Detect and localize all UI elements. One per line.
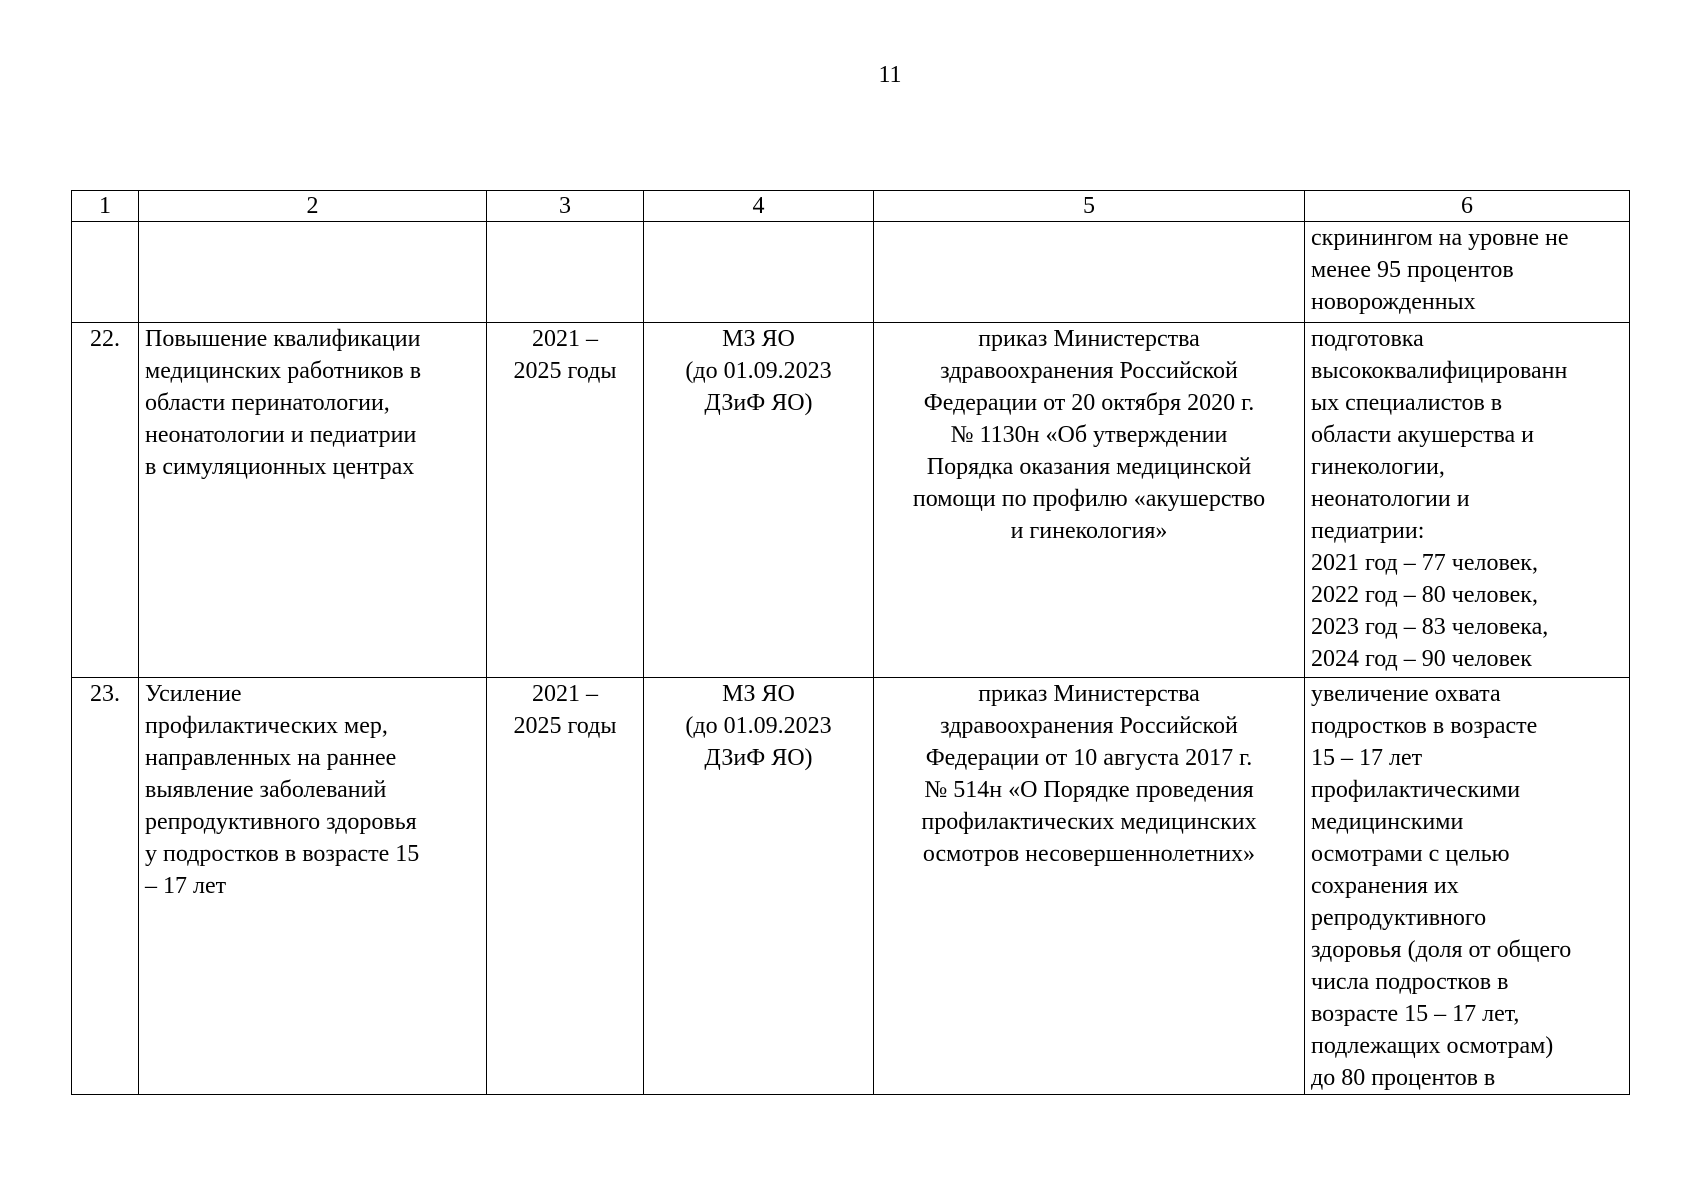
term-line: 2025 годы [513, 358, 617, 384]
result-line: репродуктивного [1311, 905, 1487, 931]
cell-executor [644, 222, 874, 323]
cell-result [1305, 678, 1630, 1095]
basis-line: и гинекология» [1010, 518, 1168, 544]
result-line: неонатологии и [1311, 486, 1470, 512]
result-line: до 80 процентов в [1311, 1065, 1496, 1091]
result-line: числа подростков в [1311, 969, 1509, 995]
basis-line: осмотров несовершеннолетних» [922, 841, 1256, 867]
result-line: гинекологии, [1311, 454, 1445, 480]
result-line: скринингом на уровне не [1311, 225, 1569, 251]
cell-measure-name [139, 323, 487, 678]
cell-number: 22. [72, 323, 139, 678]
column-header-2: 2 [139, 191, 487, 222]
measures-table [71, 190, 1630, 1095]
cell-number [72, 222, 139, 323]
result-line: медицинскими [1311, 809, 1464, 835]
executor-line: ДЗиФ ЯО) [704, 390, 813, 416]
result-line: 2022 год – 80 человек, [1311, 582, 1538, 608]
name-line: выявление заболеваний [145, 777, 387, 803]
name-line: направленных на раннее [145, 745, 397, 771]
result-line: новорожденных [1311, 289, 1476, 315]
result-line: подготовка [1311, 326, 1424, 352]
cell-number: 23. [72, 678, 139, 1095]
executor-line: МЗ ЯО [722, 326, 795, 352]
executor-line: (до 01.09.2023 [685, 358, 832, 384]
column-header-3: 3 [487, 191, 644, 222]
name-line: Усиление [145, 681, 242, 707]
basis-line: помощи по профилю «акушерство [912, 486, 1266, 512]
basis-line: профилактических медицинских [921, 809, 1257, 835]
executor-line: ДЗиФ ЯО) [704, 745, 813, 771]
name-line: репродуктивного здоровья [145, 809, 417, 835]
column-header-4: 4 [644, 191, 874, 222]
continuation-row [72, 222, 1630, 323]
name-line: у подростков в возрасте 15 [145, 841, 420, 867]
page-number: 11 [878, 62, 902, 88]
column-header-6: 6 [1305, 191, 1630, 222]
name-line: – 17 лет [145, 873, 227, 899]
result-line: здоровья (доля от общего [1311, 937, 1572, 963]
basis-line: Федерации от 20 октября 2020 г. [923, 390, 1255, 416]
cell-executor [644, 323, 874, 678]
basis-line: № 514н «О Порядке проведения [924, 777, 1254, 803]
column-numbers-row [72, 191, 1630, 222]
result-line: профилактическими [1311, 777, 1521, 803]
name-line: области перинатологии, [145, 390, 390, 416]
basis-line: приказ Министерства [978, 326, 1200, 352]
result-line: 15 – 17 лет [1311, 745, 1423, 771]
column-header-1: 1 [72, 191, 139, 222]
cell-term [487, 678, 644, 1095]
cell-executor [644, 678, 874, 1095]
basis-line: здравоохранения Российской [940, 713, 1238, 739]
basis-line: приказ Министерства [978, 681, 1200, 707]
result-line: педиатрии: [1311, 518, 1425, 544]
result-line: высококвалифицированн [1311, 358, 1568, 384]
cell-result [1305, 323, 1630, 678]
name-line: неонатологии и педиатрии [145, 422, 417, 448]
column-header-5: 5 [874, 191, 1305, 222]
cell-result [1305, 222, 1630, 323]
result-line: области акушерства и [1311, 422, 1534, 448]
cell-measure-name [139, 678, 487, 1095]
result-line: подлежащих осмотрам) [1311, 1033, 1554, 1059]
result-line: 2021 год – 77 человек, [1311, 550, 1538, 576]
basis-line: Порядка оказания медицинской [926, 454, 1252, 480]
result-line: возрасте 15 – 17 лет, [1311, 1001, 1520, 1027]
cell-term [487, 222, 644, 323]
name-line: медицинских работников в [145, 358, 422, 384]
basis-line: здравоохранения Российской [940, 358, 1238, 384]
term-line: 2021 – [532, 326, 598, 352]
basis-line: № 1130н «Об утверждении [950, 422, 1228, 448]
name-line: профилактических мер, [145, 713, 388, 739]
cell-term [487, 323, 644, 678]
cell-basis [874, 678, 1305, 1095]
executor-line: МЗ ЯО [722, 681, 795, 707]
executor-line: (до 01.09.2023 [685, 713, 832, 739]
table-row [72, 323, 1630, 678]
result-line: менее 95 процентов [1311, 257, 1514, 283]
result-line: ых специалистов в [1311, 390, 1503, 416]
result-line: сохранения их [1311, 873, 1459, 899]
table-row [72, 678, 1630, 1095]
basis-line: Федерации от 10 августа 2017 г. [925, 745, 1253, 771]
result-line: 2023 год – 83 человека, [1311, 614, 1549, 640]
result-line: подростков в возрасте [1311, 713, 1538, 739]
name-line: Повышение квалификации [145, 326, 421, 352]
cell-measure-name [139, 222, 487, 323]
cell-basis [874, 323, 1305, 678]
cell-basis [874, 222, 1305, 323]
result-line: 2024 год – 90 человек [1311, 646, 1532, 672]
result-line: осмотрами с целью [1311, 841, 1510, 867]
result-line: увеличение охвата [1311, 681, 1501, 707]
term-line: 2021 – [532, 681, 598, 707]
term-line: 2025 годы [513, 713, 617, 739]
name-line: в симуляционных центрах [145, 454, 415, 480]
